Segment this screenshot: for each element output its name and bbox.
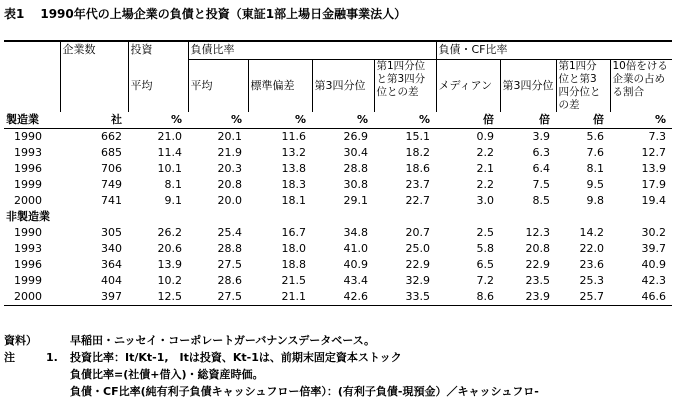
table-row [4,241,672,257]
row-year: 1996 [14,258,42,271]
table-cell: 19.4 [641,194,667,207]
table-cell: 8.1 [164,178,182,191]
unit-cf-q3: 倍 [500,112,556,129]
table-cell: 12.7 [641,146,667,159]
table-cell: 20.6 [157,242,182,255]
note-row-2 [4,367,539,384]
table-cell: 22.9 [525,258,550,271]
table-cell: 16.7 [281,226,306,239]
table-cell: 20.8 [525,242,550,255]
table-cell: 7.6 [586,146,604,159]
unit-debt-q1q3: % [374,112,436,129]
table-cell: 34.8 [343,226,368,239]
table-title [4,5,406,22]
source-text: 早稲田・ニッセイ・コーポレートガーバナンスデータベース。 [70,334,376,347]
header-row-1 [4,41,672,60]
note-index: 1. [46,351,58,364]
group-manufacturing [4,129,672,210]
table-cell: 26.2 [157,226,182,239]
table-cell: 0.9 [476,130,494,143]
note-label: 注 [4,351,15,364]
table-cell: 18.0 [281,242,306,255]
table-caption: 1990年代の上場企業の負債と投資（東証1部上場日金融事業法人） [40,7,407,21]
table-row [4,145,672,161]
table-cell: 30.8 [343,178,368,191]
group-label-manufacturing: 製造業 [4,112,60,129]
row-year: 1993 [14,242,42,255]
table-row [4,129,672,146]
table-cell: 12.3 [525,226,550,239]
table-cell: 39.7 [641,242,667,255]
table-cell: 18.6 [405,162,430,175]
table-cell: 22.9 [405,258,430,271]
table-cell: 662 [101,130,122,143]
table-cell: 21.0 [157,130,182,143]
row-year: 1999 [14,178,42,191]
header-debt-q1q3: 第1四分位と第3四分位との差 [374,60,436,113]
table-cell: 2.2 [476,178,494,191]
note-row-1 [4,350,539,367]
table-cell: 23.9 [500,289,556,306]
group-label-nonmanufacturing: 非製造業 [6,210,50,223]
header-row-2 [4,60,672,113]
table-cell: 32.9 [405,274,430,287]
table-cell: 43.4 [343,274,368,287]
table-cell: 340 [101,242,122,255]
table-cell: 21.5 [281,274,306,287]
table-row [4,289,672,306]
table-cell: 25.4 [217,226,242,239]
table-cell: 5.6 [586,130,604,143]
table-cell: 27.5 [217,258,242,271]
table-cell: 25.0 [405,242,430,255]
header-cf-q1q3: 第1四分位と第3四分位との差 [556,60,610,113]
table-cell: 8.1 [586,162,604,175]
table-cell: 26.9 [343,130,368,143]
table-cell: 364 [101,258,122,271]
data-table [4,40,672,306]
table-row [4,177,672,193]
table-cell: 305 [101,226,122,239]
table-cell: 2.1 [476,162,494,175]
unit-debt-std: % [248,112,312,129]
table-cell: 11.6 [281,130,306,143]
table-cell: 42.3 [641,274,667,287]
table-cell: 13.9 [157,258,182,271]
note-line-1: 投資比率：It/Kt-1, Itは投資、Kt-1は、前期末固定資本ストック [70,351,402,364]
table-cell: 30.4 [343,146,368,159]
table-cell: 33.5 [374,289,436,306]
table-cell: 685 [101,146,122,159]
table-row [4,257,672,273]
table-cell: 8.5 [532,194,550,207]
table-cell: 20.1 [217,130,242,143]
table-cell: 18.1 [281,194,306,207]
row-year: 1990 [14,130,42,143]
table-cell: 13.9 [641,162,667,175]
table-cell: 23.6 [579,258,604,271]
table-cell: 25.7 [556,289,610,306]
header-cf-q3: 第3四分位 [500,60,556,113]
source-label: 資料） [4,334,37,347]
table-cell: 9.5 [586,178,604,191]
table-cell: 20.3 [217,162,242,175]
table-cell: 10.2 [157,274,182,287]
header-debt-std: 標準偏差 [248,60,312,113]
row-year: 2000 [4,289,60,306]
notes [4,333,539,401]
unit-debt-q3: % [312,112,374,129]
table-row [4,225,672,241]
table-cell: 17.9 [641,178,667,191]
table-cell: 25.3 [579,274,604,287]
table-cell: 6.3 [532,146,550,159]
table-cell: 20.0 [217,194,242,207]
unit-row [4,112,672,129]
table-row [4,193,672,209]
table-cell: 22.7 [405,194,430,207]
table-cell: 7.2 [476,274,494,287]
table-cell: 6.4 [532,162,550,175]
table-row [4,161,672,177]
table-cell: 3.9 [532,130,550,143]
table-cell: 18.8 [281,258,306,271]
table-row [4,273,672,289]
unit-debt-avg: % [188,112,248,129]
table-cell: 6.5 [476,258,494,271]
table-cell: 28.8 [343,162,368,175]
header-debt-q3: 第3四分位 [312,60,374,113]
table-cell: 30.2 [641,226,667,239]
header-cf-over10: 10倍をける企業の占める割合 [610,60,672,113]
table-cell: 5.8 [476,242,494,255]
unit-investment: % [128,112,188,129]
table-cell: 397 [60,289,128,306]
table-cell: 40.9 [641,258,667,271]
table-cell: 20.8 [217,178,242,191]
table-cell: 404 [101,274,122,287]
table-cell: 28.8 [217,242,242,255]
table-cell: 40.9 [343,258,368,271]
unit-cf-q1q3: 倍 [556,112,610,129]
header-debt-avg: 平均 [188,60,248,113]
header-cf-median: メディアン [436,60,500,113]
table-number: 表1 [4,7,25,21]
header-debt-ratio: 負債比率 [188,41,436,60]
note-line-3: 負債・CF比率(純有利子負債キャッシュフロー倍率）：(有利子負債-現預金）／キャッシュフロ- [70,385,539,398]
note-row-3 [4,384,539,401]
table-cell: 9.8 [586,194,604,207]
table-cell: 20.7 [405,226,430,239]
row-year: 1993 [14,146,42,159]
table-cell: 27.5 [188,289,248,306]
note-line-2: 負債比率=(社債+借入)・総資産時価。 [70,368,264,381]
table-cell: 46.6 [610,289,672,306]
group-nonmanufacturing [4,225,672,306]
row-year: 1996 [14,162,42,175]
table-cell: 706 [101,162,122,175]
table-cell: 13.8 [281,162,306,175]
table-cell: 18.2 [405,146,430,159]
table-cell: 7.5 [532,178,550,191]
table-cell: 11.4 [157,146,182,159]
table-cell: 13.2 [281,146,306,159]
table-cell: 741 [101,194,122,207]
table-cell: 12.5 [128,289,188,306]
header-cf-ratio: 負債・CF比率 [436,41,672,60]
header-companies: 企業数 [60,41,128,60]
table-cell: 18.3 [281,178,306,191]
table-cell: 23.7 [405,178,430,191]
table-cell: 42.6 [312,289,374,306]
unit-companies: 社 [60,112,128,129]
table-cell: 22.0 [579,242,604,255]
table-cell: 21.9 [217,146,242,159]
table-cell: 14.2 [579,226,604,239]
table-cell: 23.5 [525,274,550,287]
source-row [4,333,539,350]
unit-cf-over10: % [610,112,672,129]
table-cell: 28.6 [217,274,242,287]
unit-cf-median: 倍 [436,112,500,129]
table-cell: 749 [101,178,122,191]
header-investment-avg: 平均 [128,60,188,113]
table-cell: 2.5 [476,226,494,239]
table-cell: 10.1 [157,162,182,175]
table-cell: 29.1 [343,194,368,207]
table-cell: 8.6 [436,289,500,306]
table-cell: 41.0 [343,242,368,255]
table-cell: 15.1 [405,130,430,143]
table-cell: 7.3 [648,130,667,143]
row-year: 2000 [14,194,42,207]
table-cell: 9.1 [164,194,182,207]
table-cell: 21.1 [248,289,312,306]
table-cell: 2.2 [476,146,494,159]
row-year: 1990 [14,226,42,239]
table-cell: 3.0 [476,194,494,207]
header-investment: 投資 [128,41,188,60]
row-year: 1999 [14,274,42,287]
group-header-row [4,209,672,225]
